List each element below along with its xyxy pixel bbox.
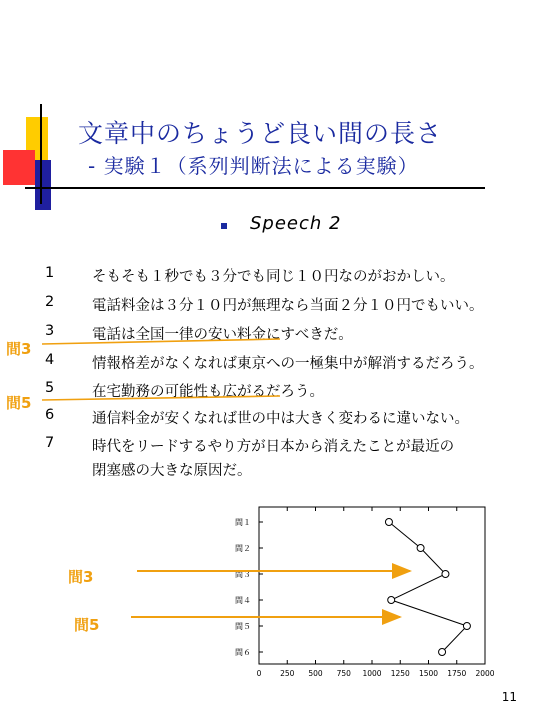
line-number: 6 (45, 407, 55, 423)
slide-subtitle: - 実験１（系列判断法による実験） (88, 154, 419, 178)
line-text: 電話は全国一律の安い料金にすべきだ。 (92, 327, 353, 343)
line-number: 3 (45, 323, 55, 339)
x-tick-label: 500 (308, 669, 323, 678)
speech-label: Speech 2 (250, 213, 342, 234)
line-text: 時代をリードするやり方が日本から消えたことが最近の (92, 439, 455, 455)
line-number: 2 (45, 294, 55, 310)
y-tick-label: 間４ (235, 596, 251, 605)
line-text: 電話料金は３分１０円が無理なら当面２分１０円でもいい。 (92, 298, 484, 314)
y-tick-label: 間２ (235, 544, 251, 553)
data-point (388, 597, 395, 604)
x-tick-label: 1250 (390, 669, 410, 678)
y-tick-label: 間１ (235, 518, 251, 527)
text-line-7-continued: 閉塞感の大きな原因だ。 (92, 463, 252, 479)
x-tick-label: 2000 (475, 669, 495, 678)
line-number: 4 (45, 352, 55, 368)
y-tick-label: 間６ (235, 648, 251, 657)
slide-title: 文章中のちょうど良い間の長さ (78, 119, 443, 148)
x-tick-label: 1000 (362, 669, 382, 678)
data-point (442, 571, 449, 578)
line-number: 7 (45, 435, 55, 451)
data-point (385, 519, 392, 526)
line-text: 情報格差がなくなれば東京への一極集中が解消するだろう。 (92, 356, 484, 372)
series-line (389, 522, 467, 652)
line-number: 5 (45, 380, 55, 396)
y-tick-label: 間３ (235, 570, 251, 579)
side-label-q3: 間3 (6, 340, 32, 358)
chart-label-q3: 間3 (68, 568, 94, 586)
plot-frame (259, 507, 485, 664)
line-text: そもそも１秒でも３分でも同じ１０円なのがおかしい。 (92, 269, 455, 285)
data-point (439, 649, 446, 656)
x-tick-label: 250 (280, 669, 295, 678)
data-point (463, 623, 470, 630)
line-text: 通信料金が安くなれば世の中は大きく変わるに違いない。 (92, 411, 469, 427)
y-tick-label: 間５ (235, 622, 251, 631)
x-tick-label: 1750 (447, 669, 467, 678)
x-tick-label: 1500 (418, 669, 439, 678)
page-number: 11 (501, 690, 517, 704)
line-number: 1 (45, 265, 55, 281)
chart-label-q5: 間5 (74, 616, 100, 634)
x-tick-label: 750 (336, 669, 351, 678)
x-tick-label: 0 (256, 669, 262, 678)
line-text: 在宅勤務の可能性も広がるだろう。 (92, 384, 324, 400)
data-point (417, 545, 424, 552)
side-label-q5: 間5 (6, 394, 32, 412)
